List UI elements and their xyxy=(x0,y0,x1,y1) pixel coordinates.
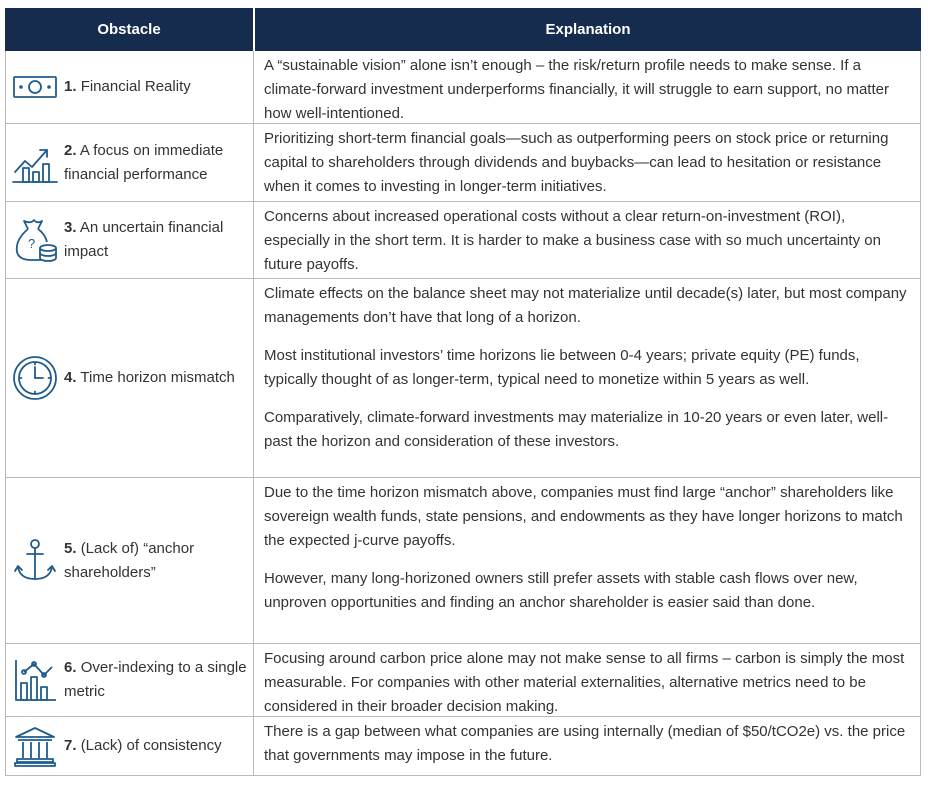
obstacles-table xyxy=(5,8,921,776)
explanation-paragraph: Focusing around carbon price alone may not make sense to all firms – carbon is simply the most measurable. For companies with other material externalities, alternative metrics need to be considered in their broader decision making. xyxy=(264,650,905,715)
growth-chart-icon xyxy=(6,142,64,184)
explanation-paragraph: Prioritizing short-term financial goals—such as outperforming peers on stock price or returning capital to shareholders through dividends and buybacks—can lead to hesitation or resistance when it comes to investing in longer-term initiatives. xyxy=(264,130,889,195)
money-bag-question-icon xyxy=(6,216,64,264)
anchor-icon xyxy=(6,537,64,585)
obstacle-cell xyxy=(6,124,254,201)
bar-chart-icon xyxy=(6,657,64,703)
svg-text:?: ? xyxy=(28,236,36,251)
table-row xyxy=(5,124,921,202)
obstacle-title: A focus on immediate financial performance xyxy=(64,141,224,183)
institution-icon xyxy=(6,725,64,767)
explanation-cell xyxy=(254,279,920,477)
table-row xyxy=(5,478,921,644)
obstacle-cell xyxy=(6,478,254,643)
table-row xyxy=(5,279,921,478)
explanation-paragraph: There is a gap between what companies are using internally (median of $50/tCO2e) vs. the price that governments may impose in the future. xyxy=(264,723,906,764)
obstacle-number: 6. xyxy=(64,659,77,676)
money-icon xyxy=(6,75,64,99)
obstacle-label xyxy=(64,139,253,187)
obstacle-cell xyxy=(6,279,254,477)
obstacle-label xyxy=(64,537,253,585)
header-obstacle: Obstacle xyxy=(97,21,161,38)
obstacle-number: 3. xyxy=(64,219,77,236)
obstacle-label xyxy=(64,366,235,390)
obstacle-number: 1. xyxy=(64,78,77,95)
table-row xyxy=(5,202,921,279)
explanation-paragraph: A “sustainable vision” alone isn’t enough – the risk/return profile needs to make sense. If a climate-forward investment underperforms financially, it will struggle to earn support, no matter how well-intentioned. xyxy=(264,57,889,122)
obstacle-label xyxy=(64,216,253,264)
obstacle-cell xyxy=(6,644,254,716)
explanation-paragraph: Most institutional investors’ time horizons lie between 0-4 years; private equity (PE) funds, typically thought of as longer-term, typical need to monetize within 5 years as well. xyxy=(264,347,860,388)
table-row xyxy=(5,51,921,124)
obstacle-label xyxy=(64,734,222,758)
obstacle-title: An uncertain financial impact xyxy=(64,219,224,260)
obstacle-title: Time horizon mismatch xyxy=(80,369,235,386)
header-explanation: Explanation xyxy=(545,21,631,38)
explanation-paragraph: Climate effects on the balance sheet may not materialize until decade(s) later, but most company managements don’t have that long of a horizon. xyxy=(264,285,907,326)
explanation-cell xyxy=(254,51,920,123)
table-row xyxy=(5,717,921,776)
obstacle-number: 7. xyxy=(64,737,77,754)
explanation-cell xyxy=(254,644,920,716)
explanation-cell xyxy=(254,202,920,278)
obstacle-cell xyxy=(6,202,254,278)
explanation-paragraph: Concerns about increased operational costs without a clear return-on-investment (ROI), especially in the short term. It is harder to make a business case with so much uncertainty on future payoffs. xyxy=(264,208,881,273)
obstacle-number: 2. xyxy=(64,141,77,159)
obstacle-title: (Lack of) “anchor shareholders” xyxy=(64,539,195,581)
explanation-paragraph: However, many long-horizoned owners still prefer assets with stable cash flows over new, unproven opportunities and finding an anchor shareholder is easier said than done. xyxy=(264,570,858,611)
obstacle-label xyxy=(64,656,253,704)
explanation-paragraph: Comparatively, climate-forward investments may materialize in 10-20 years or even later, well-past the horizon and consideration of these investors. xyxy=(264,409,889,450)
obstacle-label xyxy=(64,75,191,99)
obstacle-cell xyxy=(6,51,254,123)
obstacle-title: Financial Reality xyxy=(80,78,191,95)
explanation-cell xyxy=(254,717,920,775)
explanation-cell xyxy=(254,478,920,643)
obstacle-title: Over-indexing to a single metric xyxy=(64,659,247,700)
table-row xyxy=(5,644,921,717)
obstacle-title: (Lack) of consistency xyxy=(80,737,222,754)
clock-icon xyxy=(6,354,64,402)
obstacle-number: 4. xyxy=(64,369,77,386)
obstacle-number: 5. xyxy=(64,539,77,557)
explanation-cell xyxy=(254,124,920,201)
table-header xyxy=(5,8,921,51)
explanation-paragraph: Due to the time horizon mismatch above, companies must find large “anchor” shareholders like sovereign wealth funds, state pensions, and endowments as they have longer horizons to match the expected j-curve payoffs. xyxy=(264,484,903,549)
obstacle-cell xyxy=(6,717,254,775)
